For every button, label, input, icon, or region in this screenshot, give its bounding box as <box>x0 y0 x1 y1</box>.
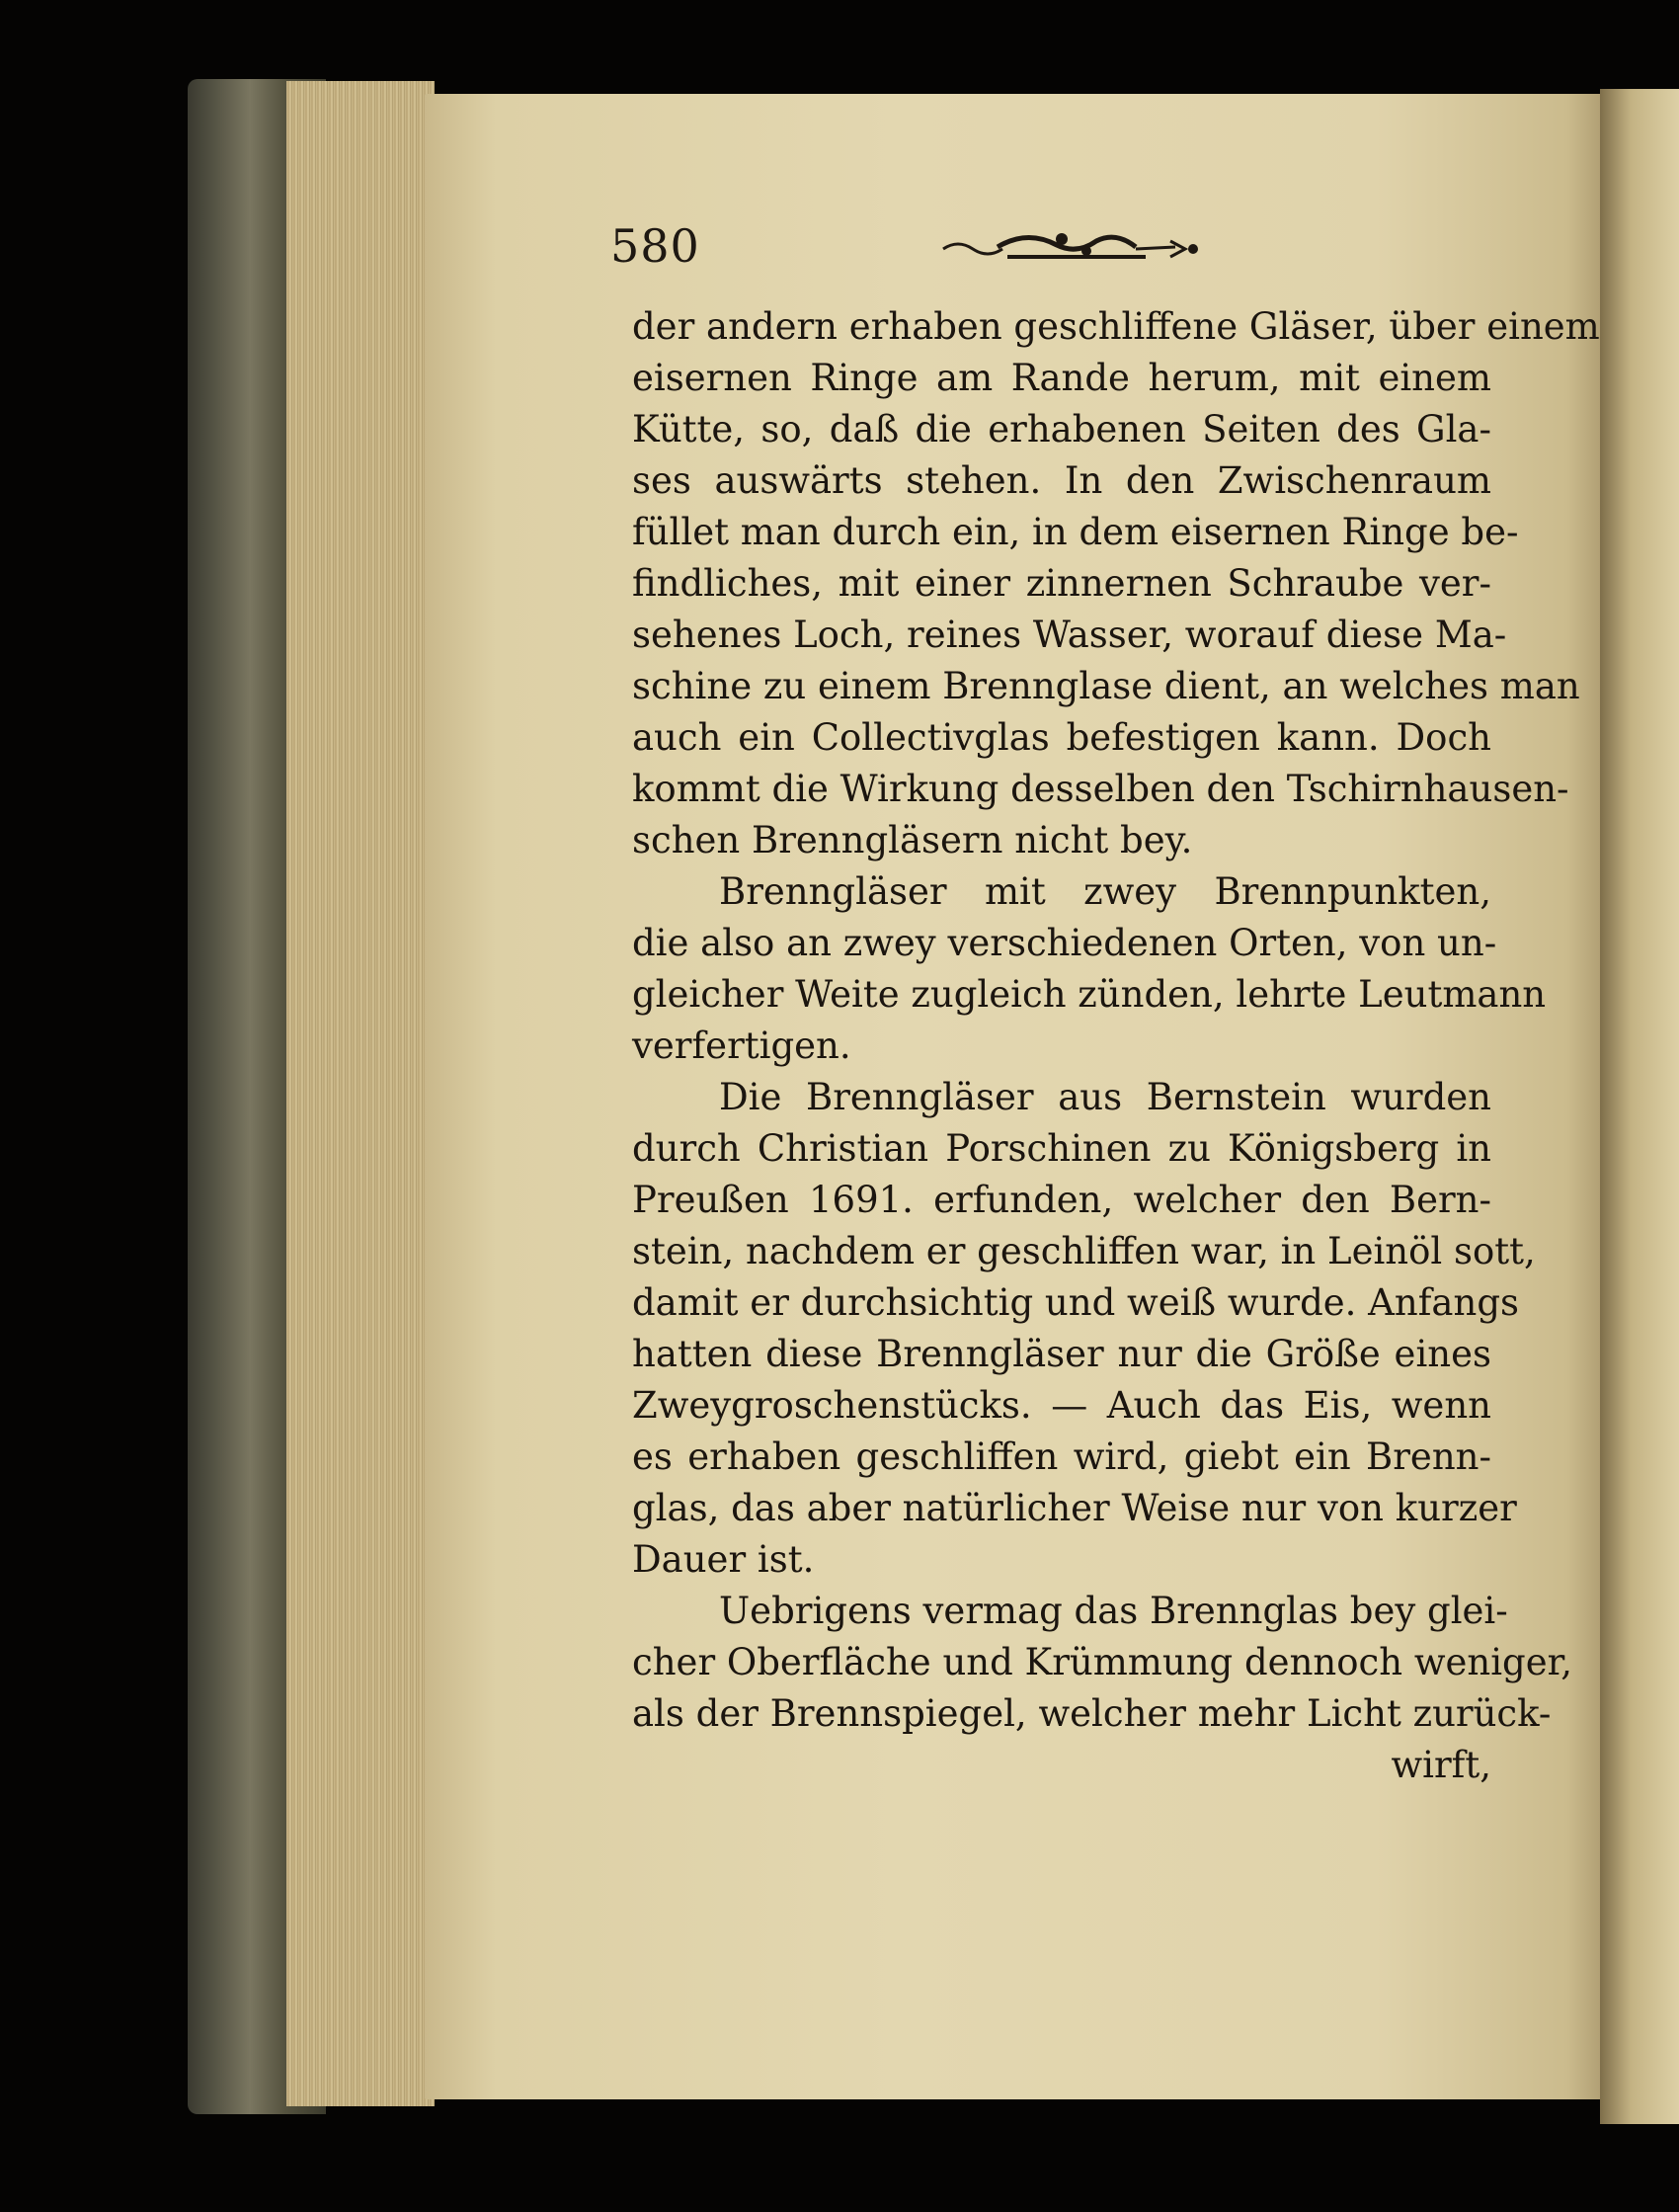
text-line: auch ein Collectivglas befestigen kann. Doch <box>632 716 1491 759</box>
printer-flourish-ornament-icon <box>938 227 1205 267</box>
page-number: 580 <box>610 219 700 273</box>
text-line: ses auswärts stehen. In den Zwischenraum <box>632 459 1491 502</box>
text-line: der andern erhaben geschliffene Gläser, über einem <box>632 305 1600 348</box>
page-edges <box>286 81 435 2106</box>
text-line: Zweygroschenstücks. — Auch das Eis, wenn <box>632 1384 1491 1427</box>
text-line: damit er durchsichtig und weiß wurde. Anfangs <box>632 1281 1519 1324</box>
text-line: verfertigen. <box>632 1024 851 1067</box>
text-line: hatten diese Brenngläser nur die Größe eines <box>632 1333 1491 1375</box>
text-line: gleicher Weite zugleich zünden, lehrte Leutmann <box>632 973 1547 1016</box>
body-text <box>632 301 1600 1791</box>
text-line: Uebrigens vermag das Brennglas bey glei- <box>719 1590 1508 1632</box>
text-line: füllet man durch ein, in dem eisernen Ringe be- <box>632 511 1519 553</box>
text-line: Preußen 1691. erfunden, welcher den Bern- <box>632 1179 1491 1221</box>
text-line: die also an zwey verschiedenen Orten, von un- <box>632 922 1497 964</box>
text-line: Kütte, so, daß die erhabenen Seiten des Gla- <box>632 408 1491 451</box>
text-line: schen Brenngläsern nicht bey. <box>632 819 1193 861</box>
text-line: findliches, mit einer zinnernen Schraube ver- <box>632 562 1491 605</box>
text-line: glas, das aber natürlicher Weise nur von kurzer <box>632 1487 1517 1529</box>
text-line: als der Brennspiegel, welcher mehr Licht zurück- <box>632 1692 1552 1735</box>
text-line: wirft, <box>1391 1744 1491 1786</box>
text-line: es erhaben geschliffen wird, giebt ein Brenn- <box>632 1435 1491 1478</box>
text-line: cher Oberfläche und Krümmung dennoch weniger, <box>632 1641 1573 1683</box>
text-line: kommt die Wirkung desselben den Tschirnhausen- <box>632 768 1569 810</box>
text-line: stein, nachdem er geschliffen war, in Leinöl sott, <box>632 1230 1536 1272</box>
text-line: sehenes Loch, reines Wasser, worauf diese Ma- <box>632 614 1507 656</box>
text-line: eisernen Ringe am Rande herum, mit einem <box>632 357 1491 399</box>
text-line: durch Christian Porschinen zu Königsberg in <box>632 1127 1491 1170</box>
text-line: Dauer ist. <box>632 1538 815 1581</box>
text-line: Brenngläser mit zwey Brennpunkten, <box>719 870 1491 913</box>
text-line: schine zu einem Brennglase dient, an welches man <box>632 665 1580 707</box>
facing-page-edge <box>1600 89 1679 2124</box>
text-line: Die Brenngläser aus Bernstein wurden <box>719 1076 1491 1118</box>
